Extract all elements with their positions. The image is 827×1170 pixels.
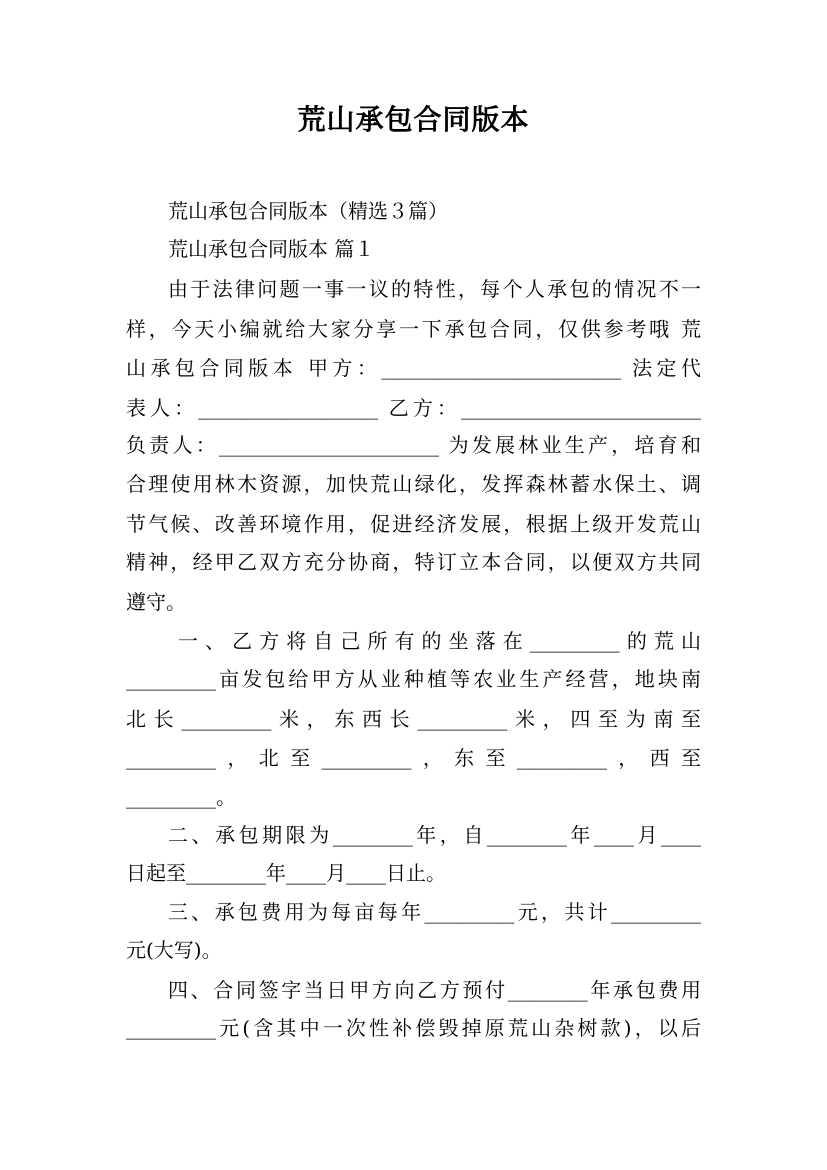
document-title: 荒山承包合同版本 <box>297 103 530 136</box>
clause-2-line: 二、承包期限为________年，自________年____月____ <box>168 823 701 847</box>
subtitle-line: 荒山承包合同版本（精选３篇） <box>168 199 448 223</box>
clause-1-line: 北长_________米，东西长_________米，四至为南至 <box>126 707 701 731</box>
paragraph-line: 节气候、改善环境作用，促进经济发展，根据上级开发荒山 <box>126 512 701 536</box>
clause-1-line: 一、乙方将自己所有的坐落在_________的荒山 <box>178 629 701 653</box>
clause-4-line: _________元(含其中一次性补偿毁掉原荒山杂树款)，以后 <box>126 1016 701 1040</box>
clause-3-line: 元(大写)。 <box>126 938 222 962</box>
paragraph-line: 由于法律问题一事一议的特性，每个人承包的情况不一 <box>168 277 701 301</box>
section-heading: 荒山承包合同版本 篇１ <box>168 237 375 261</box>
clause-3-line: 三、承包费用为每亩每年_________元，共计_________ <box>168 900 701 924</box>
clause-1-line: _________。 <box>126 785 236 809</box>
paragraph-line: 精神，经甲乙双方充分协商，特订立本合同，以便双方共同 <box>126 550 701 574</box>
clause-1-line: _________亩发包给甲方从业种植等农业生产经营，地块南 <box>126 667 701 691</box>
paragraph-line: 表人：__________________ 乙方：________________________ <box>126 396 701 420</box>
paragraph-line: 样，今天小编就给大家分享一下承包合同，仅供参考哦 荒 <box>126 317 701 341</box>
paragraph-line: 合理使用林木资源，加快荒山绿化，发挥森林蓄水保土、调 <box>126 472 701 496</box>
clause-4-line: 四、合同签字当日甲方向乙方预付________年承包费用 <box>168 978 701 1002</box>
clause-1-line: _________，北至_________，东至_________，西至 <box>126 746 701 770</box>
paragraph-line: 遵守。 <box>126 590 186 614</box>
paragraph-line: 负责人：______________________ 为发展林业生产，培育和 <box>126 433 701 457</box>
paragraph-line: 山承包合同版本 甲方：________________________ 法定代 <box>126 356 701 380</box>
clause-2-line: 日起至________年____月____日止。 <box>126 861 446 885</box>
